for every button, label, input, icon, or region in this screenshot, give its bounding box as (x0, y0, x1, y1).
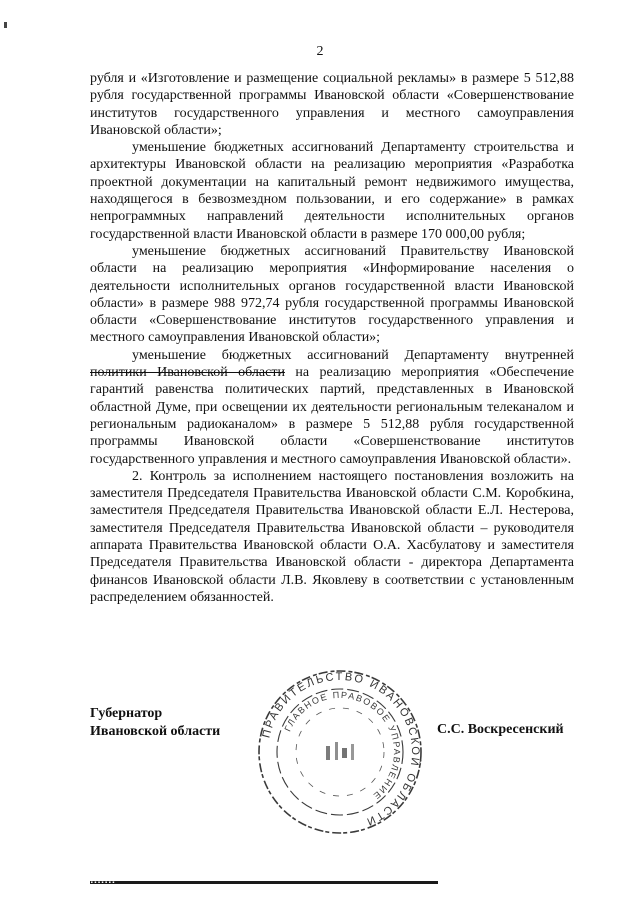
seal-outer-text: ПРАВИТЕЛЬСТВО ИВАНОВСКОЙ ОБЛАСТИ (260, 670, 422, 829)
footer-code: ▪▪▪▪▪▪▪ (90, 879, 116, 886)
document-body (90, 70, 574, 606)
paragraph-1: рубля и «Изготовление и размещение социальной рекламы» в размере 5 512,88 рубля государственной программы Ивановской области «Совершенствование институтов государственного управления и местного самоуправления Ивановской области»; (90, 71, 574, 138)
seal-inner-text: ГЛАВНОЕ ПРАВОВОЕ УПРАВЛЕНИЕ (282, 689, 403, 802)
page-number: 2 (316, 44, 324, 59)
footer-line (90, 881, 438, 884)
position-line-1: Губернатор (90, 706, 163, 721)
signatory-name: С.С. Воскресенский (437, 722, 564, 737)
official-seal-stamp (256, 668, 424, 836)
signatory-position (90, 705, 220, 740)
paragraph-4-rest: на реализацию мероприятия «Обеспечение гарантий равенства политических партий, представленных в Ивановской областной Думе, при освещении их деятельности региональным телеканалом и региональным радиоканалом» в размере 5 512,88 рубля государственной программы Ивановской области «Совершенствование институтов государственного управления и местного самоуправления Ивановской области». (90, 365, 575, 467)
margin-mark (4, 22, 7, 28)
paragraph-4-start: уменьшение бюджетных ассигнований Департаменту внутренней (132, 347, 574, 363)
paragraph-5: 2. Контроль за исполнением настоящего постановления возложить на заместителя Председателя Правительства Ивановской области С.М. Коробкина, заместителя Председателя Правительства Ивановской области Е.Л. Нестерова, заместителя Председателя Правительства Ивановской области – руководителя аппарата Правительства Ивановской области О.А. Хасбулатову и заместителя Председателя Правительства Ивановской области - директора Департамента финансов Ивановской области Л.В. Яковлеву в соответствии с установленным распределением обязанностей. (90, 468, 574, 605)
paragraph-2: уменьшение бюджетных ассигнований Департаменту строительства и архитектуры Ивановской области на реализацию мероприятия «Разработка проектной документации на капитальный ремонт недвижимого имущества, находящегося в безвозмездном пользовании, и его содержание» в рамках непрограммных направлений деятельности исполнительных органов государственной власти Ивановской области в размере 170 000,00 рубля; (90, 140, 574, 242)
seal-center-emblem (326, 742, 354, 760)
struck-text: политики Ивановской области (90, 365, 285, 381)
position-line-2: Ивановской области (90, 723, 221, 739)
paragraph-3: уменьшение бюджетных ассигнований Правительству Ивановской области на реализацию мероприятия «Информирование населения о деятельности исполнительных органов государственной власти Ивановской области» в размере 988 972,74 рубля государственной программы Ивановской области «Совершенствование институтов государственного управления и местного самоуправления Ивановской области»; (90, 243, 574, 346)
paragraph-4 (90, 347, 574, 468)
